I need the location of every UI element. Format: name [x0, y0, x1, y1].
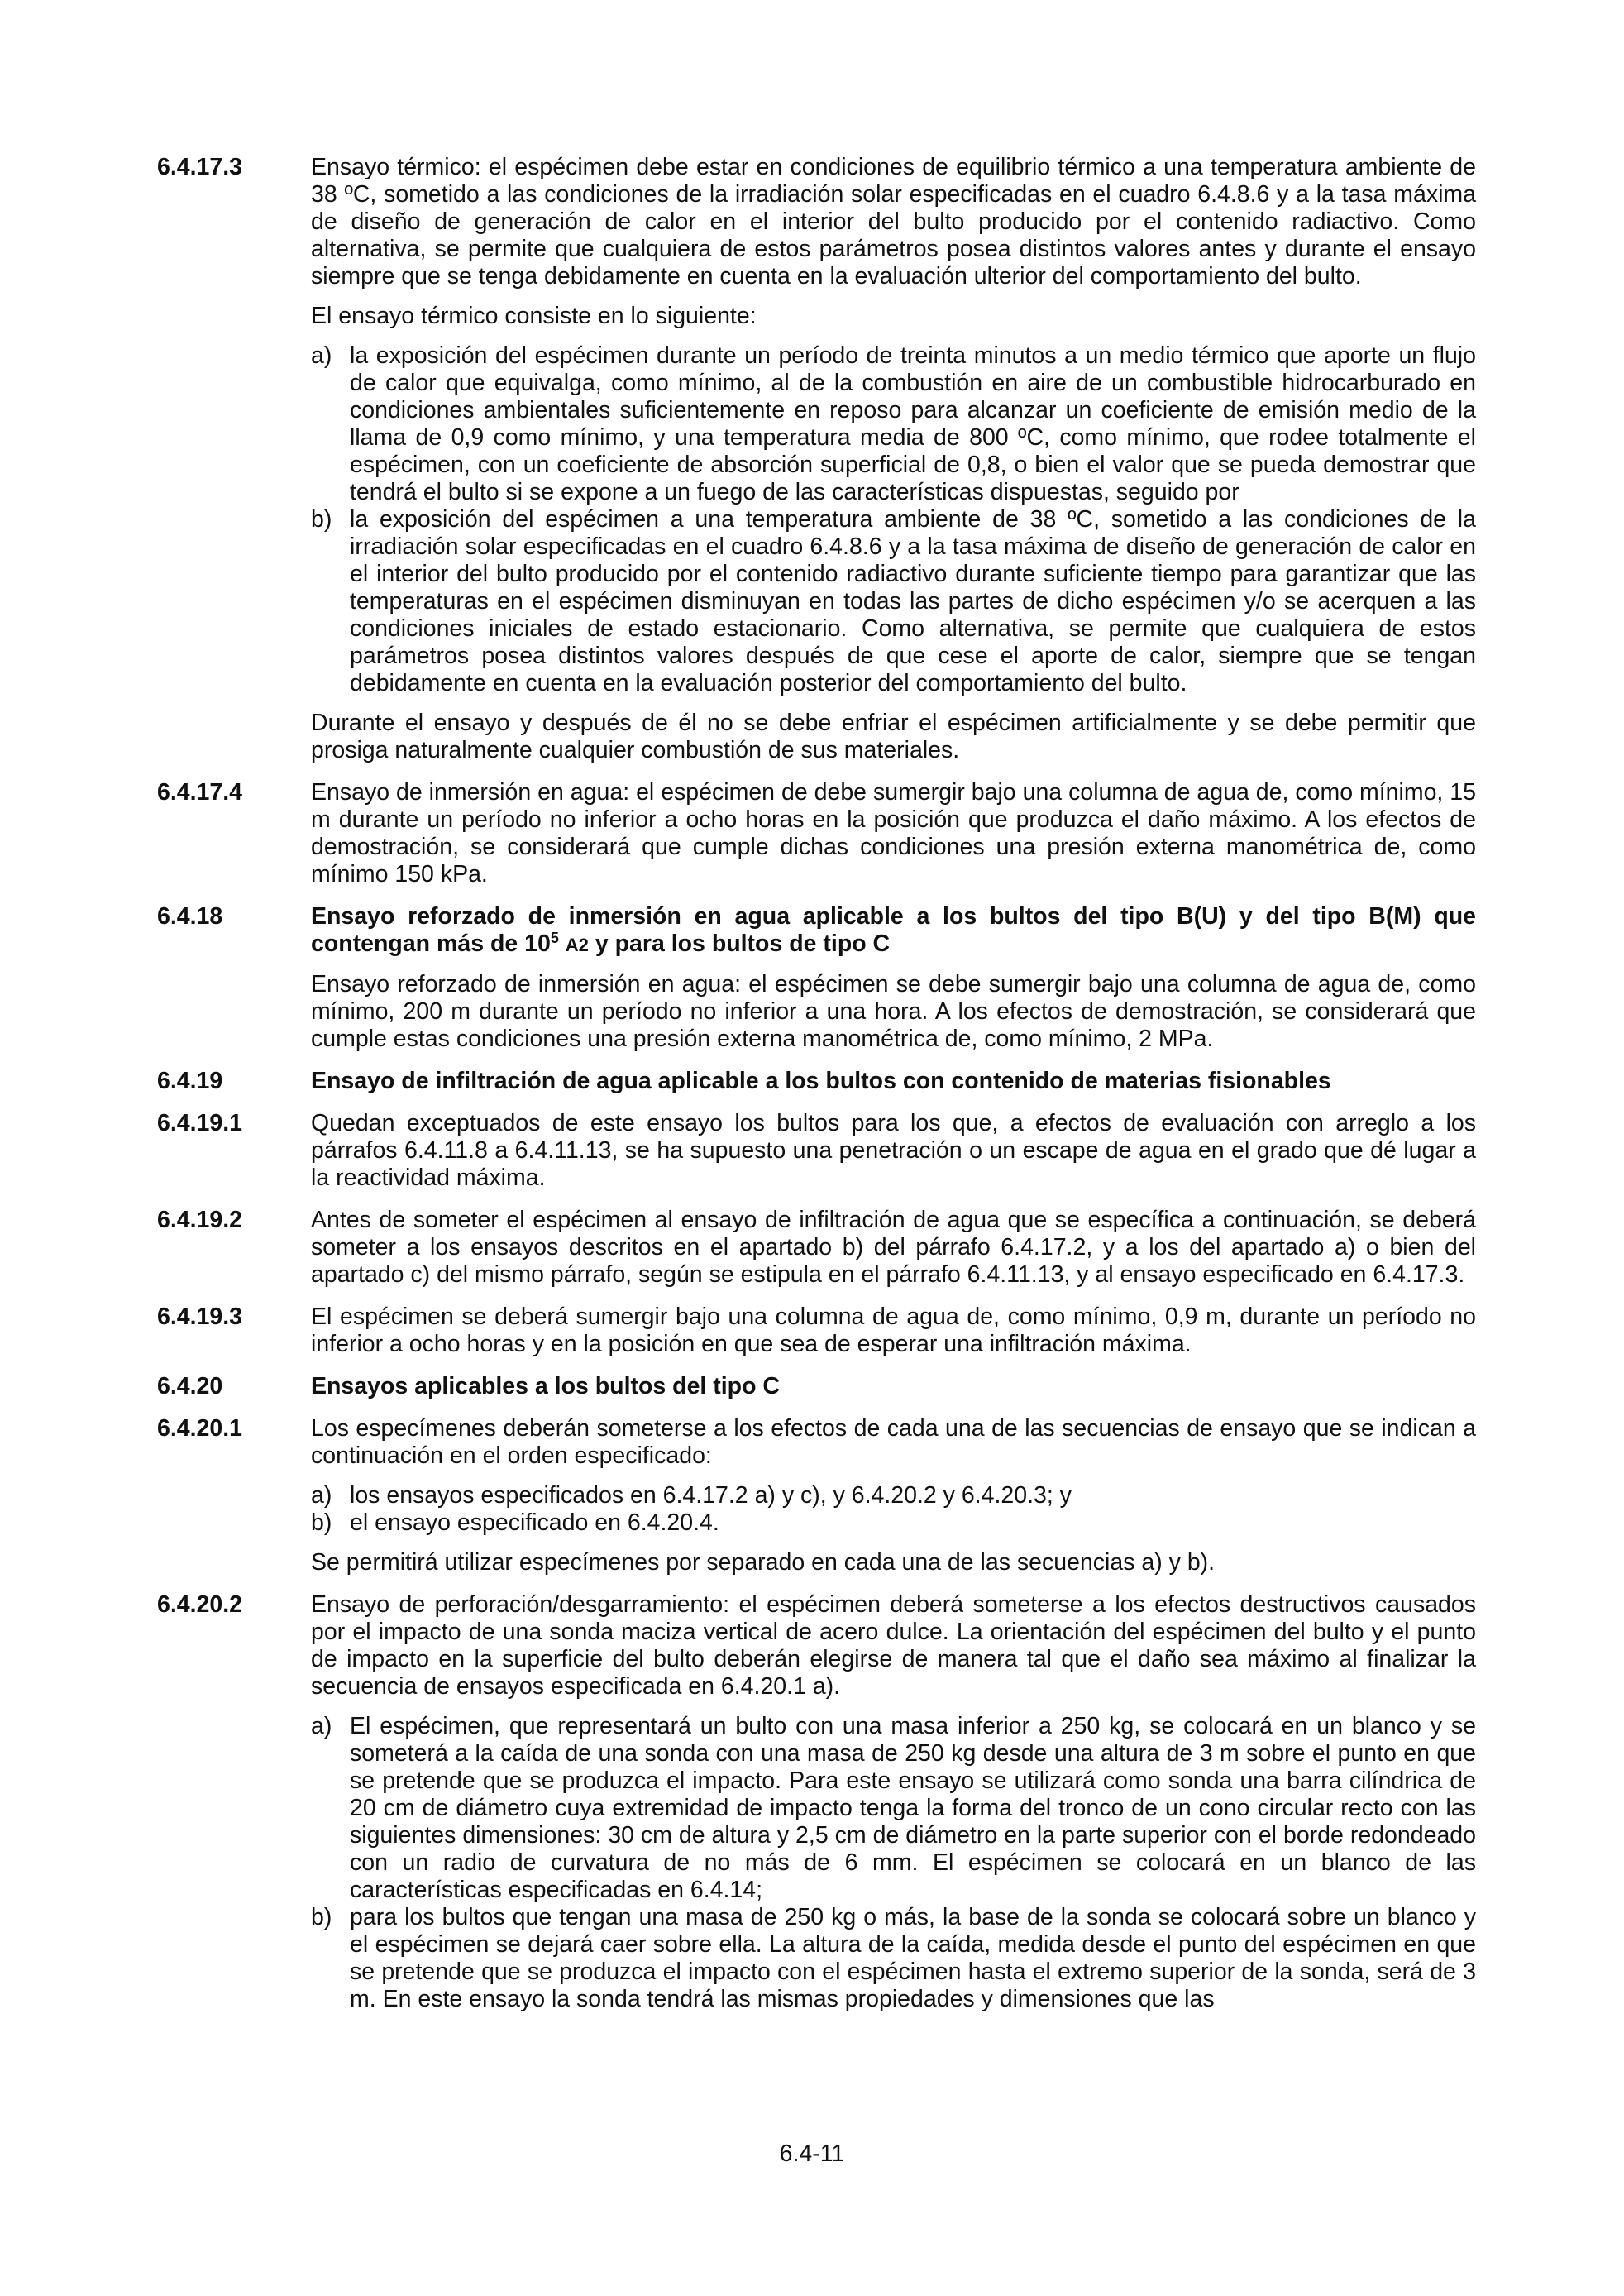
section-number: 6.4.19 — [157, 1068, 223, 1094]
paragraph: El espécimen se deberá sumergir bajo una columna de agua de, como mínimo, 0,9 m, durante un período no inferior a ocho horas y en la posición en que sea de esperar una infiltración máxima. — [311, 1303, 1476, 1357]
list-item-text: la exposición del espécimen a una temperatura ambiente de 38 ºC, sometido a las condiciones de la irradiación solar especificadas en el cuadro 6.4.8.6 y a la tasa máxima de diseño de generación de calor en el interior del bulto producido por el contenido radiactivo durante suficiente tiempo para garantizar que las temperaturas en el espécimen disminuyan en todas las partes de dicho espécimen y/o se acerquen a las condiciones iniciales de estado estacionario. Como alternativa, se permite que cualquiera de estos parámetros posea distintos valores después de que cese el aporte de calor, siempre que se tengan debidamente en cuenta en la evaluación posterior del comportamiento del bulto. — [350, 506, 1476, 696]
heading-text: Ensayo reforzado de inmersión en agua aplicable a los bultos del tipo B(U) y del tipo B(M) que contengan más de 10 — [311, 903, 1476, 957]
list-item-text: el ensayo especificado en 6.4.20.4. — [350, 1509, 719, 1536]
section-6-4-19-2 — [157, 1207, 1476, 1289]
section-content — [311, 1303, 1476, 1358]
list-item — [311, 342, 1476, 506]
section-6-4-20-2 — [157, 1591, 1476, 2013]
section-6-4-20-1 — [157, 1415, 1476, 1576]
list-item — [311, 1904, 1476, 2013]
section-number: 6.4.17.3 — [157, 154, 243, 180]
paragraph: Ensayo de perforación/desgarramiento: el espécimen deberá someterse a los efectos destructivos causados por el impacto de una sonda maciza vertical de acero dulce. La orientación del espécimen del bulto y el punto de impacto en la superficie del bulto deberán elegirse de manera tal que el daño sea máximo al finalizar la secuencia de ensayos especificada en 6.4.20.1 a). — [311, 1591, 1476, 1700]
section-content — [311, 1373, 1476, 1400]
paragraph: Ensayo reforzado de inmersión en agua: el espécimen se debe sumergir bajo una columna de agua de, como mínimo, 200 m durante un período no inferior a una hora. A los efectos de demostración, se considerará que cumple estas condiciones una presión externa manométrica de, como mínimo, 2 MPa. — [311, 971, 1476, 1052]
section-content — [311, 1110, 1476, 1192]
section-6-4-20 — [157, 1373, 1476, 1400]
heading-text: y para los bultos de tipo C — [588, 930, 891, 957]
list-item-label: b) — [311, 1904, 332, 1930]
section-content — [311, 779, 1476, 888]
list-item-text: la exposición del espécimen durante un período de treinta minutos a un medio térmico que aporte un flujo de calor que equivalga, como mínimo, al de la combustión en aire de un combustible hidrocarburado en condiciones ambientales suficientemente en reposo para alcanzar un coeficiente de emisión medio de la llama de 0,9 como mínimo, y una temperatura media de 800 ºC, como mínimo, que rodee totalmente el espécimen, con un coeficiente de absorción superficial de 0,8, o bien el valor que se pueda demostrar que tendrá el bulto si se expone a un fuego de las características dispuestas, seguido por — [350, 342, 1476, 505]
document-body — [157, 154, 1476, 2013]
section-content — [311, 903, 1476, 1053]
section-content — [311, 1415, 1476, 1576]
page-number: 6.4-11 — [779, 2141, 845, 2167]
paragraph: Ensayo térmico: el espécimen debe estar en condiciones de equilibrio térmico a una temperatura ambiente de 38 ºC, sometido a las condiciones de la irradiación solar especificadas en el cuadro 6.4.8.6 y a la tasa máxima de diseño de generación de calor en el interior del bulto producido por el contenido radiactivo. Como alternativa, se permite que cualquiera de estos parámetros posea distintos valores antes y durante el ensayo siempre que se tenga debidamente en cuenta en la evaluación ulterior del comportamiento del bulto. — [311, 154, 1476, 289]
section-content — [311, 154, 1476, 764]
section-heading: Ensayos aplicables a los bultos del tipo C — [311, 1373, 780, 1399]
section-number: 6.4.19.3 — [157, 1303, 243, 1330]
section-content — [311, 1068, 1476, 1095]
section-number: 6.4.19.2 — [157, 1207, 243, 1233]
section-heading: Ensayo de infiltración de agua aplicable a los bultos con contenido de materias fisionables — [311, 1068, 1331, 1094]
paragraph: Se permitirá utilizar especímenes por separado en cada una de las secuencias a) y b). — [311, 1549, 1216, 1576]
section-6-4-17-3 — [157, 154, 1476, 764]
section-6-4-18 — [157, 903, 1476, 1053]
paragraph: Quedan exceptuados de este ensayo los bultos para los que, a efectos de evaluación con arreglo a los párrafos 6.4.11.8 a 6.4.11.13, se ha supuesto una penetración o un escape de agua en el grado que dé lugar a la reactividad máxima. — [311, 1110, 1476, 1191]
section-number: 6.4.17.4 — [157, 779, 243, 806]
heading-superscript: 5 — [550, 930, 559, 947]
section-number: 6.4.18 — [157, 903, 223, 930]
list-item-label: b) — [311, 506, 332, 533]
paragraph: Ensayo de inmersión en agua: el espécimen de debe sumergir bajo una columna de agua de, como mínimo, 15 m durante un período no inferior a ocho horas en la posición que produzca el daño máximo. A los efectos de demostración, se considerará que cumple dichas condiciones una presión externa manométrica de, como mínimo 150 kPa. — [311, 779, 1476, 887]
paragraph: Los especímenes deberán someterse a los efectos de cada una de las secuencias de ensayo que se indican a continuación en el orden especificado: — [311, 1415, 1476, 1469]
section-number: 6.4.20 — [157, 1373, 223, 1399]
section-6-4-19-3 — [157, 1303, 1476, 1358]
list-item-text: para los bultos que tengan una masa de 250 kg o más, la base de la sonda se colocará sobre un blanco y el espécimen se dejará caer sobre ella. La altura de la caída, medida desde el punto del espécimen en que se pretende que se produzca el impacto con el espécimen hasta el extremo superior de la sonda, será de 3 m. En este ensayo la sonda tendrá las mismas propiedades y dimensiones que las — [350, 1904, 1476, 2012]
list-item — [311, 506, 1476, 697]
paragraph: Antes de someter el espécimen al ensayo de infiltración de agua que se específica a continuación, se deberá someter a los ensayos descritos en el apartado b) del párrafo 6.4.17.2, y a los del apartado a) o bien del apartado c) del mismo párrafo, según se estipula en el párrafo 6.4.11.13, y al ensayo especificado en 6.4.17.3. — [311, 1207, 1476, 1288]
section-number: 6.4.19.1 — [157, 1110, 243, 1136]
lettered-list — [311, 342, 1476, 697]
section-6-4-19 — [157, 1068, 1476, 1095]
list-item-label: a) — [311, 1713, 332, 1739]
list-item — [311, 1713, 1476, 1904]
section-6-4-17-4 — [157, 779, 1476, 888]
lettered-list — [311, 1713, 1476, 2013]
list-item-label: a) — [311, 1482, 332, 1509]
section-content — [311, 1207, 1476, 1289]
list-item — [311, 1509, 1476, 1537]
paragraph: Durante el ensayo y después de él no se debe enfriar el espécimen artificialmente y se debe permitir que prosiga naturalmente cualquier combustión de sus materiales. — [311, 710, 1476, 763]
paragraph: El ensayo térmico consiste en lo siguiente: — [311, 303, 757, 329]
heading-symbol: A2 — [565, 935, 589, 955]
list-item-text: El espécimen, que representará un bulto con una masa inferior a 250 kg, se colocará en un blanco y se someterá a la caída de una sonda con una masa de 250 kg desde una altura de 3 m sobre el punto en que se pretende que se produzca el impacto. Para este ensayo se utilizará como sonda una barra cilíndrica de 20 cm de diámetro cuya extremidad de impacto tenga la forma del tronco de un cono circular recto con las siguientes dimensiones: 30 cm de altura y 2,5 cm de diámetro en la parte superior con el borde redondeado con un radio de curvatura de no más de 6 mm. El espécimen se colocará en un blanco de las características especificadas en 6.4.14; — [350, 1713, 1476, 1903]
section-heading — [311, 903, 1476, 959]
section-6-4-19-1 — [157, 1110, 1476, 1192]
list-item-text: los ensayos especificados en 6.4.17.2 a) y c), y 6.4.20.2 y 6.4.20.3; y — [350, 1482, 1072, 1509]
section-number: 6.4.20.2 — [157, 1591, 243, 1618]
section-content — [311, 1591, 1476, 2013]
section-number: 6.4.20.1 — [157, 1415, 243, 1442]
lettered-list — [311, 1482, 1476, 1537]
list-item-label: a) — [311, 342, 332, 369]
list-item — [311, 1482, 1476, 1509]
list-item-label: b) — [311, 1509, 332, 1536]
